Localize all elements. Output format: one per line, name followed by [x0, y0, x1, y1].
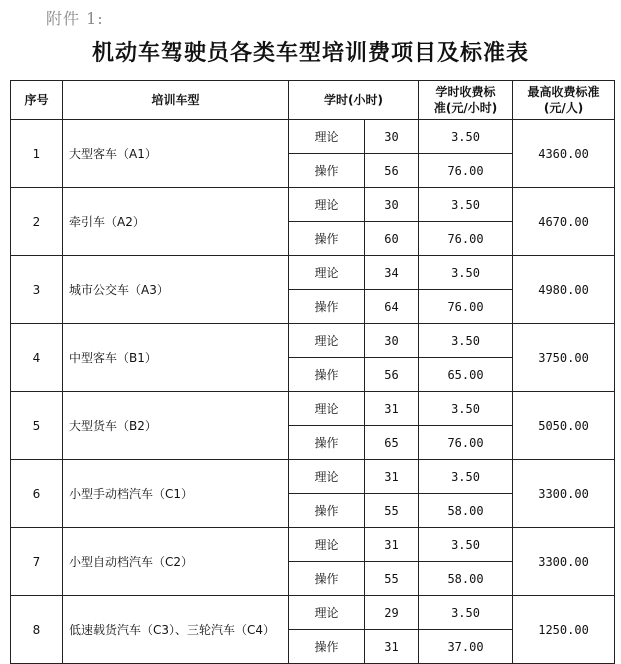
row-vehicle-type: 大型客车（A1）	[63, 120, 289, 188]
table-row	[11, 120, 615, 154]
row-seq: 1	[11, 120, 63, 188]
row-theory-fee: 3.50	[419, 324, 513, 358]
row-theory-label: 理论	[289, 188, 365, 222]
row-practice-label: 操作	[289, 290, 365, 324]
row-practice-fee: 65.00	[419, 358, 513, 392]
row-practice-fee: 76.00	[419, 222, 513, 256]
row-theory-hours: 34	[365, 256, 419, 290]
row-practice-fee: 76.00	[419, 426, 513, 460]
row-vehicle-type: 大型货车（B2）	[63, 392, 289, 460]
row-seq: 2	[11, 188, 63, 256]
row-theory-fee: 3.50	[419, 120, 513, 154]
page-title: 机动车驾驶员各类车型培训费项目及标准表	[91, 40, 529, 66]
row-practice-hours: 55	[365, 494, 419, 528]
table-row	[11, 256, 615, 290]
header-hours: 学时(小时)	[289, 81, 419, 120]
header-hourly-fee-line1: 学时收费标	[435, 85, 496, 99]
row-practice-hours: 56	[365, 154, 419, 188]
row-practice-fee: 58.00	[419, 562, 513, 596]
row-practice-hours: 31	[365, 630, 419, 664]
row-theory-label: 理论	[289, 120, 365, 154]
row-max-fee: 3300.00	[513, 460, 615, 528]
table-body	[11, 120, 615, 664]
row-seq: 4	[11, 324, 63, 392]
table-row	[11, 460, 615, 494]
row-practice-label: 操作	[289, 154, 365, 188]
row-vehicle-type: 城市公交车（A3）	[63, 256, 289, 324]
row-vehicle-type: 小型自动档汽车（C2）	[63, 528, 289, 596]
header-vehicle-type: 培训车型	[63, 81, 289, 120]
row-seq: 6	[11, 460, 63, 528]
row-theory-hours: 31	[365, 460, 419, 494]
row-theory-label: 理论	[289, 256, 365, 290]
header-max-fee-line2: (元/人)	[543, 101, 584, 115]
table-row	[11, 528, 615, 562]
row-practice-hours: 60	[365, 222, 419, 256]
row-theory-label: 理论	[289, 324, 365, 358]
row-practice-fee: 76.00	[419, 290, 513, 324]
table-row	[11, 596, 615, 630]
row-theory-label: 理论	[289, 528, 365, 562]
row-max-fee: 4360.00	[513, 120, 615, 188]
header-seq: 序号	[11, 81, 63, 120]
row-max-fee: 1250.00	[513, 596, 615, 664]
row-max-fee: 4980.00	[513, 256, 615, 324]
row-practice-label: 操作	[289, 358, 365, 392]
row-practice-hours: 64	[365, 290, 419, 324]
row-theory-fee: 3.50	[419, 188, 513, 222]
row-seq: 8	[11, 596, 63, 664]
row-max-fee: 4670.00	[513, 188, 615, 256]
row-theory-hours: 30	[365, 188, 419, 222]
table-row	[11, 188, 615, 222]
row-seq: 5	[11, 392, 63, 460]
row-max-fee: 3300.00	[513, 528, 615, 596]
attachment-label: 附件 1:	[46, 9, 104, 28]
row-theory-hours: 31	[365, 392, 419, 426]
row-seq: 3	[11, 256, 63, 324]
row-theory-fee: 3.50	[419, 460, 513, 494]
row-vehicle-type: 低速载货汽车（C3）、三轮汽车（C4）	[63, 596, 289, 664]
row-max-fee: 5050.00	[513, 392, 615, 460]
row-practice-label: 操作	[289, 426, 365, 460]
row-theory-label: 理论	[289, 460, 365, 494]
header-max-fee	[513, 81, 615, 120]
row-theory-fee: 3.50	[419, 528, 513, 562]
row-theory-hours: 31	[365, 528, 419, 562]
table-row	[11, 392, 615, 426]
row-practice-hours: 65	[365, 426, 419, 460]
row-practice-label: 操作	[289, 494, 365, 528]
row-theory-hours: 29	[365, 596, 419, 630]
row-theory-fee: 3.50	[419, 256, 513, 290]
row-practice-hours: 56	[365, 358, 419, 392]
row-practice-label: 操作	[289, 562, 365, 596]
row-vehicle-type: 中型客车（B1）	[63, 324, 289, 392]
row-practice-label: 操作	[289, 222, 365, 256]
row-vehicle-type: 牵引车（A2）	[63, 188, 289, 256]
row-practice-fee: 58.00	[419, 494, 513, 528]
row-max-fee: 3750.00	[513, 324, 615, 392]
header-hourly-fee	[419, 81, 513, 120]
row-theory-label: 理论	[289, 392, 365, 426]
row-theory-hours: 30	[365, 120, 419, 154]
table-row	[11, 324, 615, 358]
row-practice-fee: 37.00	[419, 630, 513, 664]
row-theory-hours: 30	[365, 324, 419, 358]
row-vehicle-type: 小型手动档汽车（C1）	[63, 460, 289, 528]
row-practice-hours: 55	[365, 562, 419, 596]
row-practice-fee: 76.00	[419, 154, 513, 188]
row-seq: 7	[11, 528, 63, 596]
row-theory-fee: 3.50	[419, 392, 513, 426]
row-theory-label: 理论	[289, 596, 365, 630]
header-max-fee-line1: 最高收费标准	[527, 85, 600, 99]
row-theory-fee: 3.50	[419, 596, 513, 630]
row-practice-label: 操作	[289, 630, 365, 664]
table-header-row	[11, 81, 615, 120]
fee-table	[10, 80, 615, 664]
header-hourly-fee-line2: 准(元/小时)	[433, 101, 498, 115]
